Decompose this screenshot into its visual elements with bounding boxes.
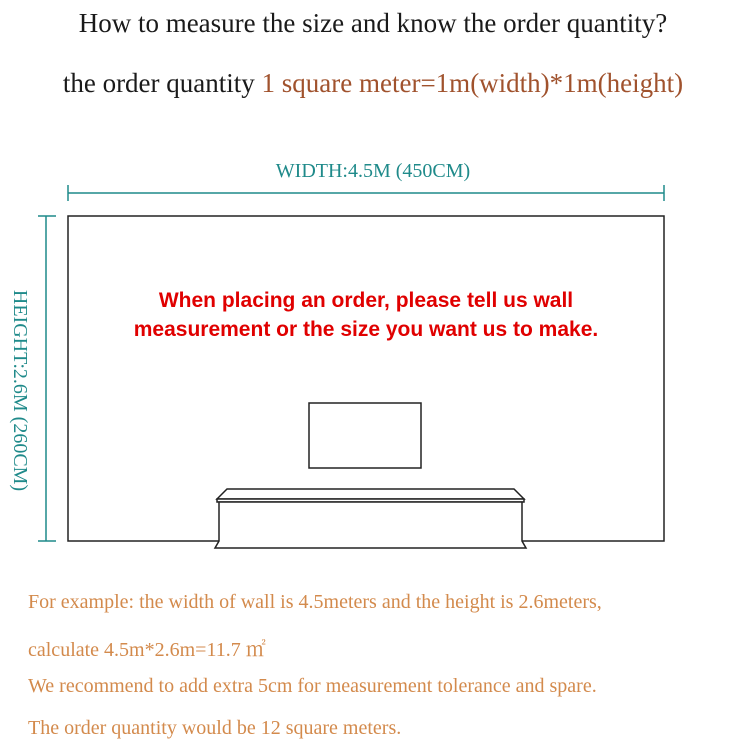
page-title: How to measure the size and know the order quantity? (78, 8, 668, 38)
notice-line-2: measurement or the size you want us to make. (133, 318, 599, 341)
width-label: WIDTH:4.5M (450CM) (275, 160, 471, 182)
notice-line-1: When placing an order, please tell us wall (158, 289, 574, 312)
formula-highlight: 1 square meter=1m(width)*1m(height) (261, 68, 684, 98)
example-line-4: The order quantity would be 12 square meters. (28, 717, 402, 739)
order-notice (70, 286, 662, 344)
example-line-1: For example: the width of wall is 4.5meters and the height is 2.6meters, (28, 591, 602, 613)
width-dimension-line (68, 185, 664, 201)
height-label-wrapper (2, 235, 38, 545)
tv-outline (309, 403, 421, 468)
tv-cabinet (215, 489, 526, 548)
height-dimension-line (38, 216, 56, 541)
height-label: HEIGHT:2.6M (260CM) (9, 289, 32, 491)
example-line-3: We recommend to add extra 5cm for measurement tolerance and spare. (28, 675, 597, 697)
formula-prefix: the order quantity (62, 68, 255, 98)
example-line-2: calculate 4.5m*2.6m=11.7 ㎡ (28, 639, 266, 661)
